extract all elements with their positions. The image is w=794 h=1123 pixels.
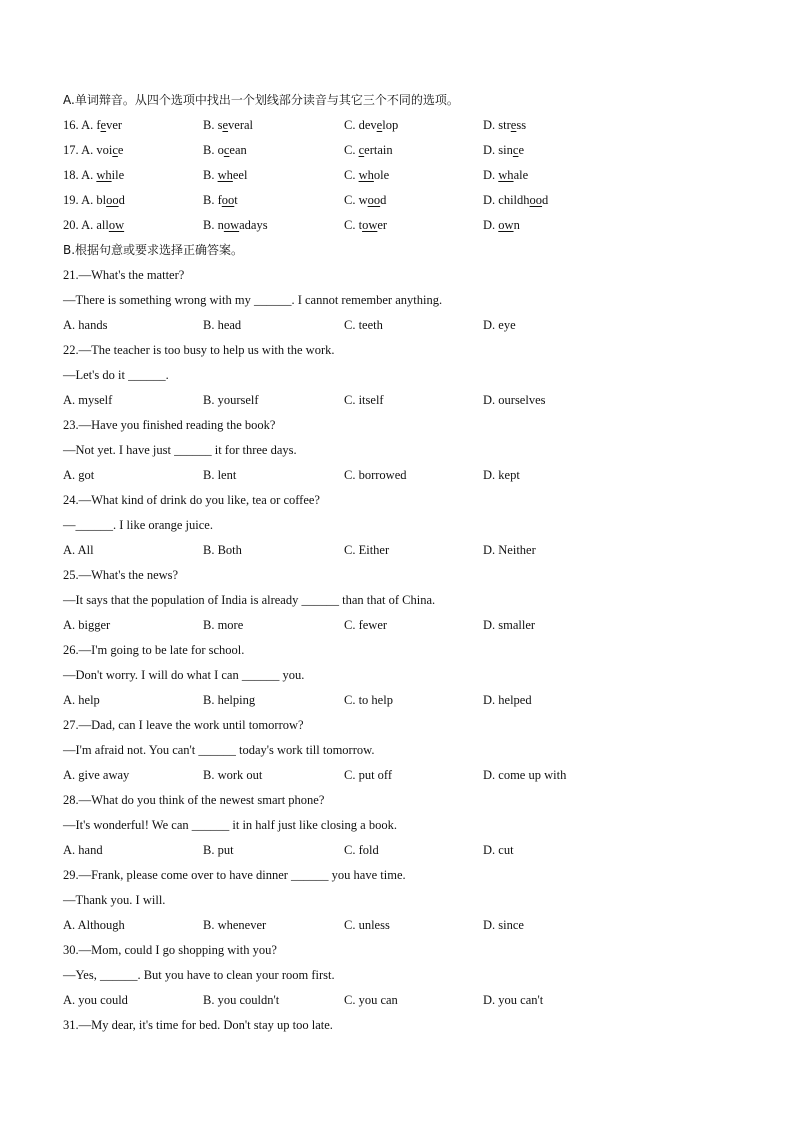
underlined-part: ow xyxy=(223,218,240,232)
option-label: D. xyxy=(483,193,496,207)
option-b xyxy=(203,115,253,135)
answer-options xyxy=(63,615,763,640)
answer-option-b: B. head xyxy=(203,318,242,332)
question-response: —Thank you. I will. xyxy=(63,893,166,907)
answer-options xyxy=(63,540,763,565)
word-part: ale xyxy=(513,168,529,182)
question-number: 31. xyxy=(63,1018,79,1032)
answer-option-b: B. Both xyxy=(203,543,242,557)
answer-option-a: A. bigger xyxy=(63,618,111,632)
question-text: —Frank, please come over to have dinner ______ you have time. xyxy=(78,868,406,882)
pronunciation-item xyxy=(63,190,763,215)
answer-option-d: D. since xyxy=(483,918,524,932)
question-response: —Let's do it ______. xyxy=(63,368,169,382)
word-part: f xyxy=(96,118,101,132)
option-label: B. xyxy=(203,143,215,157)
answer-option-c: C. to help xyxy=(344,693,393,707)
pronunciation-item xyxy=(63,215,763,240)
question-prompt xyxy=(63,415,763,440)
section-b-questions xyxy=(63,265,763,1015)
question-text: —What kind of drink do you like, tea or coffee? xyxy=(78,493,320,507)
answer-option-c: C. fewer xyxy=(344,618,388,632)
option-label: A. xyxy=(81,143,94,157)
question-prompt xyxy=(63,640,763,665)
answer-option-d: D. Neither xyxy=(483,543,536,557)
question-prompt xyxy=(63,715,763,740)
option-d xyxy=(483,190,548,210)
option-c xyxy=(344,115,398,135)
answer-options xyxy=(63,765,763,790)
word-part: d xyxy=(118,193,125,207)
pronunciation-item xyxy=(63,165,763,190)
underlined-part: wh xyxy=(498,168,514,182)
underlined-part: oo xyxy=(106,193,119,207)
question-response: —______. I like orange juice. xyxy=(63,518,213,532)
answer-option-a: A. help xyxy=(63,693,100,707)
answer-options xyxy=(63,915,763,940)
word-part: ertain xyxy=(364,143,393,157)
underlined-part: ow xyxy=(108,218,125,232)
item-number: 18. xyxy=(63,168,79,182)
answer-option-a: A. got xyxy=(63,468,95,482)
answer-option-d: D. kept xyxy=(483,468,520,482)
question-number: 21. xyxy=(63,268,79,282)
answer-option-c: C. you can xyxy=(344,993,398,1007)
option-c xyxy=(344,140,393,160)
underlined-part: oo xyxy=(367,193,381,207)
option-d xyxy=(483,115,526,135)
option-a xyxy=(63,190,125,210)
section-b-heading: B.根据句意或要求选择正确答案。 xyxy=(63,243,244,257)
option-label: C. xyxy=(344,168,356,182)
option-label: C. xyxy=(344,218,356,232)
word-part: ile xyxy=(111,168,125,182)
word-part: s xyxy=(217,118,223,132)
word-part: ean xyxy=(229,143,247,157)
word-part: veral xyxy=(228,118,254,132)
underlined-part: wh xyxy=(358,168,374,182)
question-text: —What's the news? xyxy=(78,568,179,582)
word-part: adays xyxy=(239,218,268,232)
underlined-part: c xyxy=(112,143,118,157)
answer-option-a: A. hand xyxy=(63,843,103,857)
word-part: n xyxy=(217,218,224,232)
answer-option-b: B. helping xyxy=(203,693,256,707)
question-prompt xyxy=(63,790,763,815)
word-part: d xyxy=(380,193,387,207)
option-a xyxy=(63,140,123,160)
word-part: voi xyxy=(96,143,113,157)
answer-options xyxy=(63,465,763,490)
word-part: n xyxy=(513,218,520,232)
word-part: w xyxy=(358,193,368,207)
option-label: A. xyxy=(81,218,94,232)
question-31-prompt xyxy=(63,1015,763,1040)
question-response: —There is something wrong with my ______. I cannot remember anything. xyxy=(63,293,443,307)
option-a xyxy=(63,115,122,135)
underlined-part: e xyxy=(100,118,107,132)
option-d xyxy=(483,215,520,235)
option-label: C. xyxy=(344,118,356,132)
question-prompt xyxy=(63,340,763,365)
answer-option-a: A. myself xyxy=(63,393,113,407)
question-prompt xyxy=(63,565,763,590)
word-part: childh xyxy=(498,193,530,207)
option-d xyxy=(483,165,528,185)
answer-options xyxy=(63,690,763,715)
underlined-part: e xyxy=(376,118,383,132)
worksheet xyxy=(63,90,763,1040)
option-label: B. xyxy=(203,218,215,232)
word-part: dev xyxy=(358,118,377,132)
answer-options xyxy=(63,840,763,865)
answer-option-a: A. hands xyxy=(63,318,108,332)
question-text: —The teacher is too busy to help us with the work. xyxy=(78,343,335,357)
question-response: —Yes, ______. But you have to clean your room first. xyxy=(63,968,335,982)
option-label: A. xyxy=(81,118,94,132)
option-label: D. xyxy=(483,143,496,157)
question-number: 29. xyxy=(63,868,79,882)
question-text: —Have you finished reading the book? xyxy=(78,418,276,432)
word-part: f xyxy=(217,193,222,207)
answer-option-b: B. more xyxy=(203,618,244,632)
word-part: t xyxy=(234,193,238,207)
question-text: —I'm going to be late for school. xyxy=(78,643,245,657)
question-text: —My dear, it's time for bed. Don't stay up too late. xyxy=(78,1018,333,1032)
question-text: —Dad, can I leave the work until tomorrow? xyxy=(78,718,304,732)
question-response: —I'm afraid not. You can't ______ today's work till tomorrow. xyxy=(63,743,375,757)
answer-options xyxy=(63,315,763,340)
word-part: all xyxy=(96,218,109,232)
question-response: —It's wonderful! We can ______ it in half just like closing a book. xyxy=(63,818,397,832)
word-part: ole xyxy=(373,168,390,182)
option-label: C. xyxy=(344,193,356,207)
option-label: B. xyxy=(203,168,215,182)
answer-option-c: C. teeth xyxy=(344,318,383,332)
answer-option-b: B. work out xyxy=(203,768,263,782)
answer-option-d: D. eye xyxy=(483,318,516,332)
underlined-part: c xyxy=(512,143,519,157)
underlined-part: ow xyxy=(498,218,514,232)
question-number: 26. xyxy=(63,643,79,657)
option-label: D. xyxy=(483,118,496,132)
word-part: o xyxy=(217,143,224,157)
question-text: —What do you think of the newest smart phone? xyxy=(78,793,325,807)
option-b xyxy=(203,190,238,210)
item-number: 17. xyxy=(63,143,79,157)
answer-option-a: A. Although xyxy=(63,918,125,932)
question-number: 28. xyxy=(63,793,79,807)
option-b xyxy=(203,165,247,185)
question-number: 30. xyxy=(63,943,79,957)
answer-option-d: D. ourselves xyxy=(483,393,546,407)
question-number: 23. xyxy=(63,418,79,432)
answer-options xyxy=(63,990,763,1015)
answer-option-a: A. All xyxy=(63,543,94,557)
underlined-part: wh xyxy=(217,168,233,182)
answer-option-d: D. helped xyxy=(483,693,532,707)
answer-option-b: B. put xyxy=(203,843,234,857)
answer-option-c: C. unless xyxy=(344,918,390,932)
underlined-part: oo xyxy=(221,193,235,207)
word-part: ver xyxy=(106,118,123,132)
word-part: sin xyxy=(498,143,513,157)
word-part: t xyxy=(358,218,363,232)
answer-option-b: B. whenever xyxy=(203,918,267,932)
answer-option-b: B. lent xyxy=(203,468,237,482)
question-prompt xyxy=(63,490,763,515)
question-response: —Don't worry. I will do what I can ______ you. xyxy=(63,668,305,682)
answer-option-d: D. you can't xyxy=(483,993,544,1007)
answer-option-d: D. come up with xyxy=(483,768,567,782)
answer-option-b: B. you couldn't xyxy=(203,993,280,1007)
underlined-part: ow xyxy=(362,218,378,232)
word-part: eel xyxy=(232,168,248,182)
pronunciation-item xyxy=(63,140,763,165)
underlined-part: oo xyxy=(529,193,543,207)
option-label: B. xyxy=(203,193,215,207)
question-text: —Mom, could I go shopping with you? xyxy=(78,943,277,957)
section-a-heading: A.单词辩音。从四个选项中找出一个划线部分读音与其它三个不同的选项。 xyxy=(63,93,459,107)
question-response: —It says that the population of India is already ______ than that of China. xyxy=(63,593,436,607)
option-a xyxy=(63,165,124,185)
word-part: er xyxy=(377,218,388,232)
item-number: 16. xyxy=(63,118,79,132)
answer-option-c: C. put off xyxy=(344,768,393,782)
word-part: ss xyxy=(516,118,527,132)
question-number: 27. xyxy=(63,718,79,732)
word-part: e xyxy=(117,143,124,157)
underlined-part: e xyxy=(510,118,517,132)
underlined-part: e xyxy=(222,118,229,132)
section-a-items xyxy=(63,115,763,240)
word-part: str xyxy=(498,118,511,132)
option-label: D. xyxy=(483,168,496,182)
option-a xyxy=(63,215,124,235)
item-number: 19. xyxy=(63,193,79,207)
word-part: d xyxy=(542,193,549,207)
pronunciation-item xyxy=(63,115,763,140)
answer-option-c: C. itself xyxy=(344,393,384,407)
underlined-part: wh xyxy=(96,168,112,182)
word-part: lop xyxy=(382,118,399,132)
question-number: 22. xyxy=(63,343,79,357)
word-part: bl xyxy=(96,193,107,207)
word-part: e xyxy=(518,143,524,157)
option-b xyxy=(203,140,247,160)
option-label: A. xyxy=(81,193,94,207)
question-prompt xyxy=(63,265,763,290)
answer-option-c: C. fold xyxy=(344,843,379,857)
question-number: 25. xyxy=(63,568,79,582)
option-c xyxy=(344,215,387,235)
option-c xyxy=(344,190,386,210)
option-b xyxy=(203,215,268,235)
underlined-part: c xyxy=(223,143,230,157)
answer-option-c: C. Either xyxy=(344,543,390,557)
question-text: —What's the matter? xyxy=(78,268,185,282)
option-c xyxy=(344,165,389,185)
answer-option-c: C. borrowed xyxy=(344,468,407,482)
answer-option-d: D. cut xyxy=(483,843,514,857)
option-label: B. xyxy=(203,118,215,132)
question-prompt xyxy=(63,940,763,965)
item-number: 20. xyxy=(63,218,79,232)
option-d xyxy=(483,140,524,160)
option-label: C. xyxy=(344,143,356,157)
answer-option-d: D. smaller xyxy=(483,618,536,632)
option-label: A. xyxy=(81,168,94,182)
answer-option-a: A. you could xyxy=(63,993,128,1007)
question-number: 24. xyxy=(63,493,79,507)
answer-option-a: A. give away xyxy=(63,768,130,782)
option-label: D. xyxy=(483,218,496,232)
answer-option-b: B. yourself xyxy=(203,393,259,407)
question-response: —Not yet. I have just ______ it for three days. xyxy=(63,443,297,457)
underlined-part: c xyxy=(358,143,365,157)
question-prompt xyxy=(63,865,763,890)
answer-options xyxy=(63,390,763,415)
